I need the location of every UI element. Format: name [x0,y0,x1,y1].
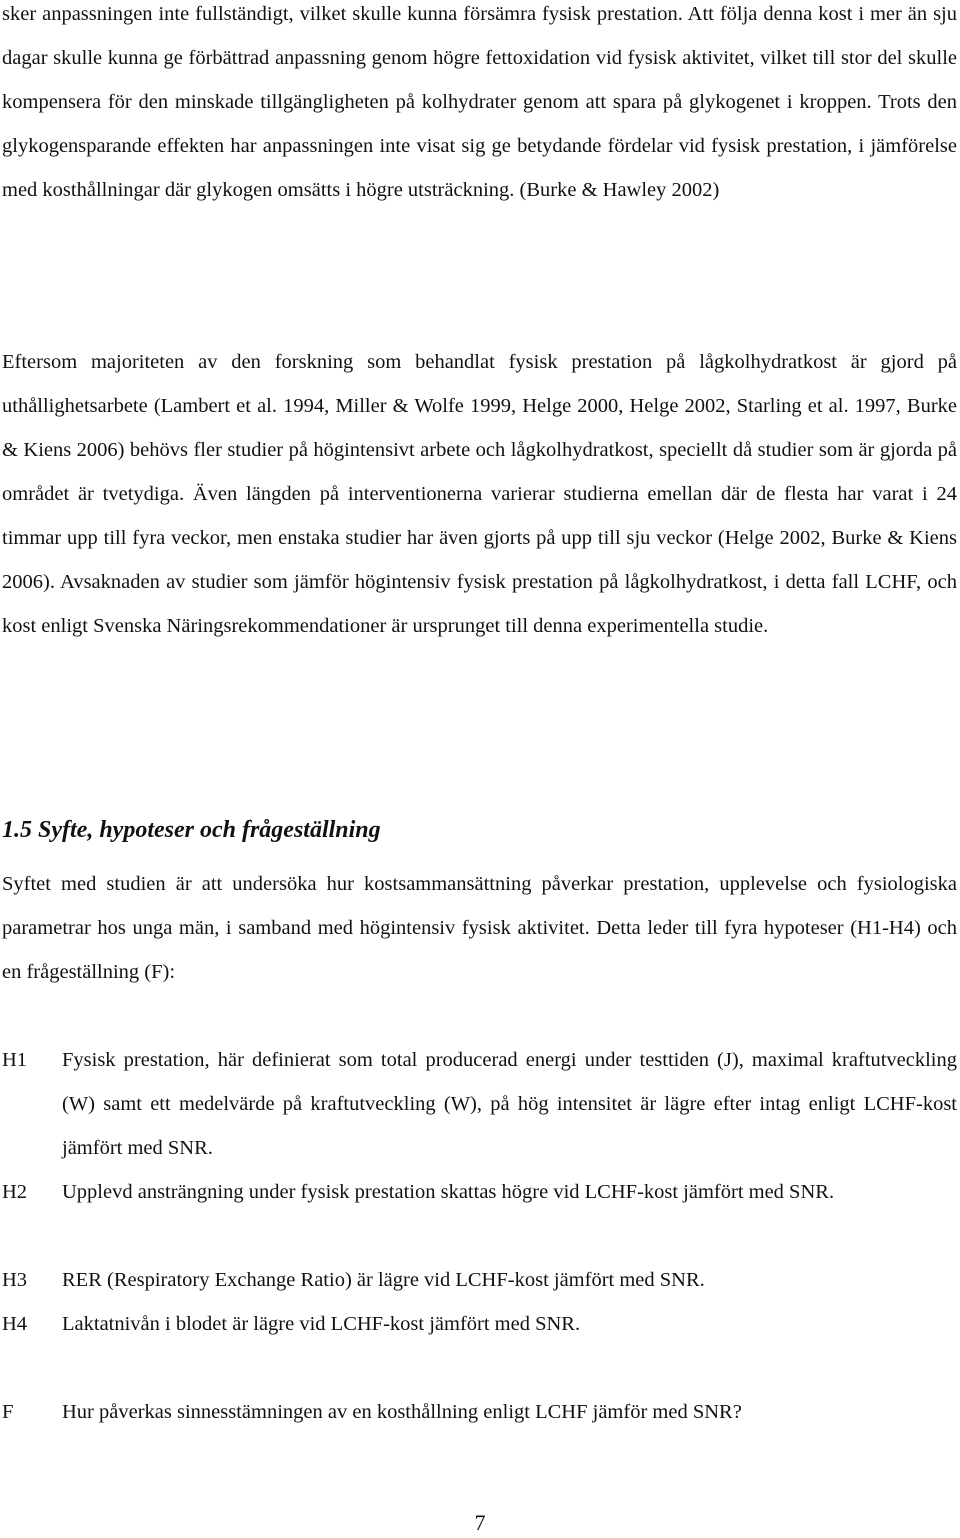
hypothesis-text: RER (Respiratory Exchange Ratio) är lägre vid LCHF-kost jämfört med SNR. [62,1269,705,1291]
hypothesis-label: H2 [2,1181,28,1203]
hypothesis-text: Laktatnivån i blodet är lägre vid LCHF-kost jämfört med SNR. [62,1313,581,1335]
hypothesis-text: Upplevd ansträngning under fysisk prestation skattas högre vid LCHF-kost jämfört med SNR. [62,1181,835,1203]
hypothesis-label: H3 [2,1269,28,1291]
paragraph-purpose: Syftet med studien är att undersöka hur kostsammansättning påverkar prestation, upplevelse och fysiologiska parametrar hos unga män, i samband med högintensiv fysisk aktivitet. Detta leder till fyra hypoteser (H1-H4) och en frågeställning (F): [2,873,957,983]
paragraph-intro-continued: sker anpassningen inte fullständigt, vilket skulle kunna försämra fysisk prestation. Att följa denna kost i mer än sju dagar skulle kunna ge förbättrad anpassning genom högre fettoxidation vid fysisk aktivitet, vilket till stor del skulle kompensera för den minskade tillgängligheten på kolhydrater genom att spara på glykogenet i kroppen. Trots den glykogensparande effekten har anpassningen inte visat sig ge betydande fördelar vid fysisk prestation, i jämförelse med kosthållningar där glykogen omsätts i högre utsträckning. (Burke & Hawley 2002) [2,3,957,201]
hypothesis-label: H1 [2,1049,28,1071]
paragraph-research-gap: Eftersom majoriteten av den forskning som behandlat fysisk prestation på lågkolhydratkost är gjord på uthållighetsarbete (Lambert et al. 1994, Miller & Wolfe 1999, Helge 2000, Helge 2002, Starling et al. 1997, Burke & Kiens 2006) behövs fler studier på högintensivt arbete och lågkolhydratkost, speciellt då studier som är gjorda på området är tvetydiga. Även längden på interventionerna varierar studierna emellan där de flesta har varat i 24 timmar upp till fyra veckor, men enstaka studier har även gjorts på upp till sju veckor (Helge 2002, Burke & Kiens 2006). Avsaknaden av studier som jämför högintensiv fysisk prestation på lågkolhydratkost, i detta fall LCHF, och kost enligt Svenska Näringsrekommendationer är ursprunget till denna experimentella studie. [2,351,957,637]
hypothesis-label: H4 [2,1313,28,1335]
question-text: Hur påverkas sinnesstämningen av en kosthållning enligt LCHF jämför med SNR? [62,1401,742,1423]
section-heading: 1.5 Syfte, hypoteser och frågeställning [2,817,381,843]
page-number: 7 [474,1510,486,1535]
question-label: F [2,1401,14,1423]
hypothesis-text: Fysisk prestation, här definierat som total producerad energi under testtiden (J), maximal kraftutveckling (W) samt ett medelvärde på kraftutveckling (W), på hög intensitet är lägre efter intag enligt LCHF-kost jämfört med SNR. [62,1049,957,1159]
